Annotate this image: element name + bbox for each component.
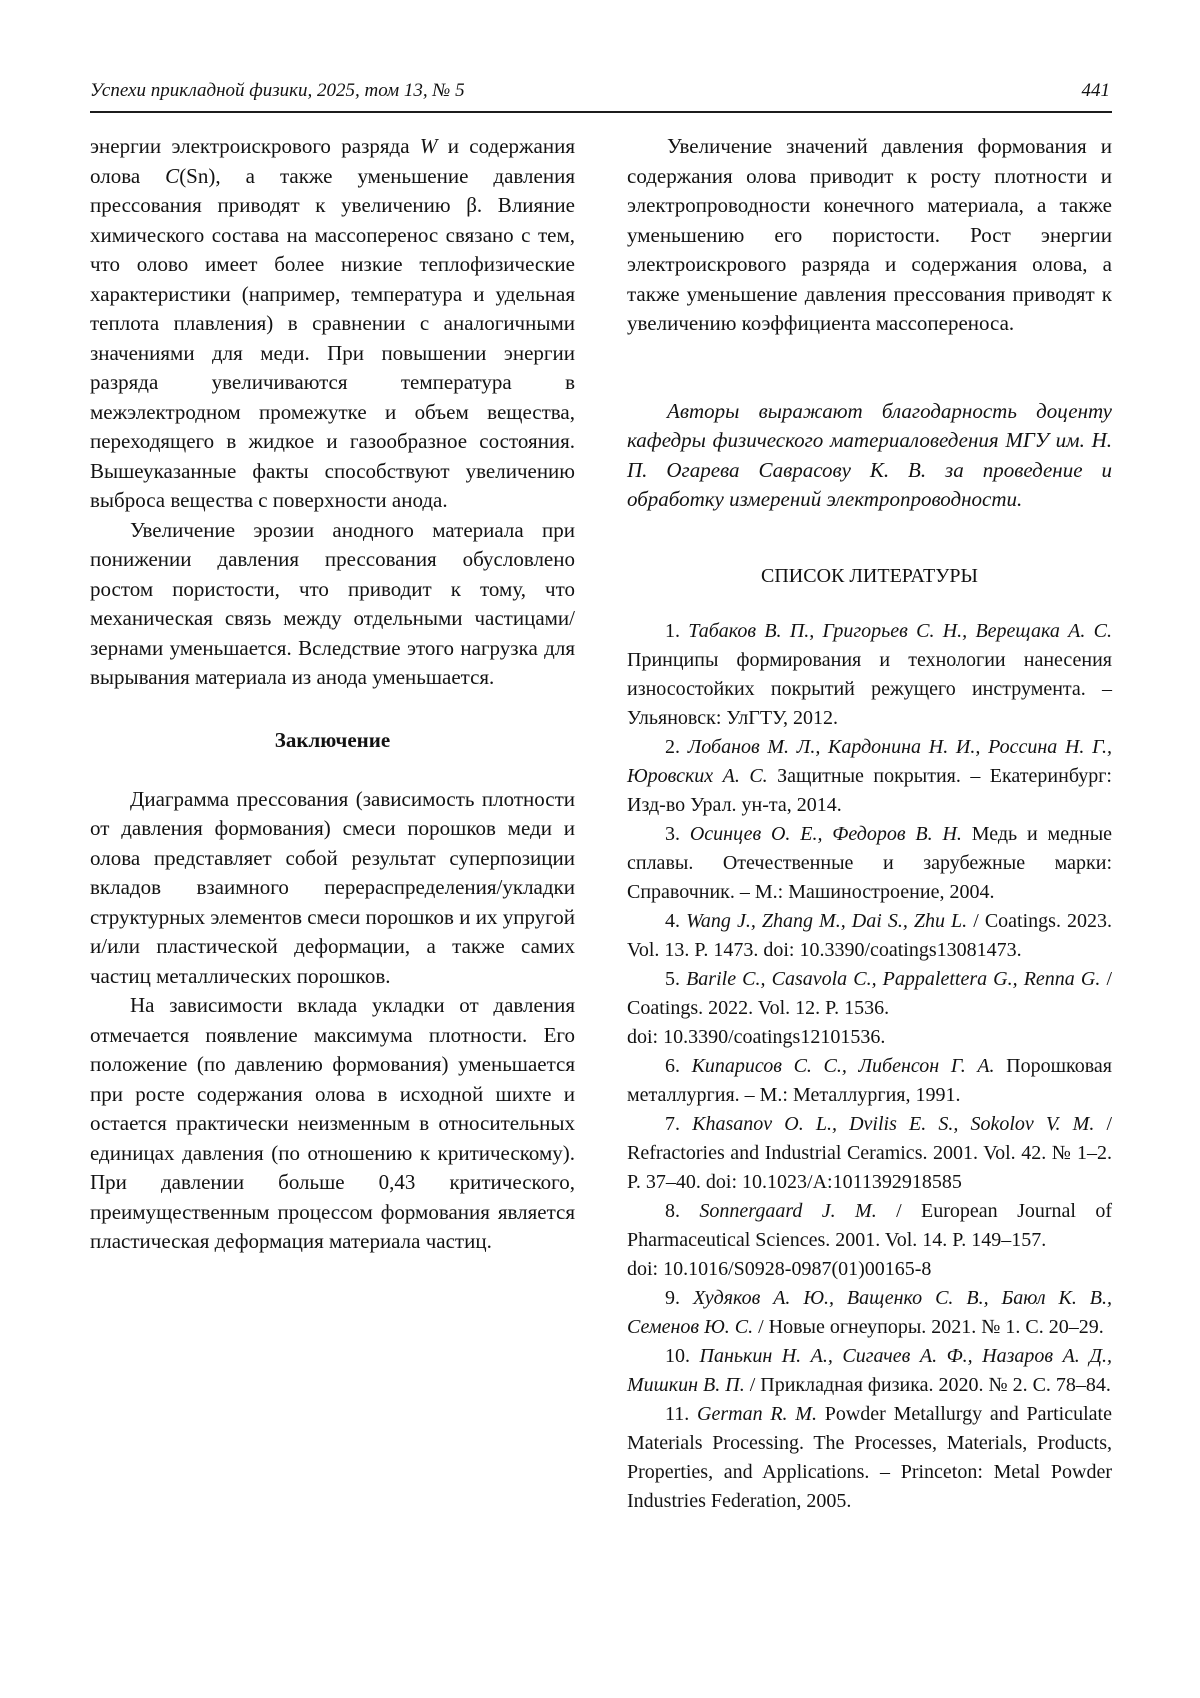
reference-item-11: 11. German R. M. Powder Metallurgy and Particulate Materials Processing. The Processes, Materials, Products, Properties, and Applications. – Princeton: Metal Powder Industries Federation, 2005. <box>627 1402 1112 1512</box>
reference-item-4: 4. Wang J., Zhang M., Dai S., Zhu L. / Coatings. 2023. Vol. 13. P. 1473. doi: 10.3390/coatings13081473. <box>627 909 1113 961</box>
header-rule <box>90 111 1112 113</box>
paragraph-maximum-density: На зависимости вклада укладки от давления отмечается появление максимума плотности. Его положение (по давлению формования) уменьшается при росте содержания олова в исходной шихте и остается практически неизменным в относительных единицах давления (по отношению к критическому). При давлении больше 0,43 критического, преимущественным процессом формования является пластическая деформация материала частиц. <box>90 993 575 1253</box>
right-column <box>627 132 1112 1516</box>
conclusion-heading: Заключение <box>274 727 391 752</box>
reference-item-1: 1. Табаков В. П., Григорьев С. Н., Верещака А. С. Принципы формирования и технологии нанесения износостойких покрытий режущего инструмента. – Ульяновск: УлГТУ, 2012. <box>627 619 1113 729</box>
reference-item-8: 8. Sonnergaard J. M. / European Journal of Pharmaceutical Sciences. 2001. Vol. 14. P. 149–157. doi: 10.1016/S0928-0987(01)00165-8 <box>627 1199 1113 1280</box>
acknowledgment: Авторы выражают благодарность доценту кафедры физического материаловедения МГУ им. Н. П. Огарева Саврасову К. В. за проведение и обработку измерений электропроводности. <box>627 398 1112 511</box>
two-column-layout <box>90 132 1112 1516</box>
paragraph-pressure-increase: Увеличение значений давления формования и содержания олова приводит к росту плотности и электропроводности конечного материала, а также уменьшению его пористости. Рост энергии электроискрового разряда и содержания олова, а также уменьшение давления прессования приводят к увеличению коэффициента массопереноса. <box>627 134 1112 335</box>
reference-item-7: 7. Khasanov O. L., Dvilis E. S., Sokolov V. M. / Refractories and Industrial Ceramics. 2001. Vol. 42. № 1–2. P. 37–40. doi: 10.1023/A:1011392918585 <box>627 1112 1113 1193</box>
references-heading: СПИСОК ЛИТЕРАТУРЫ <box>761 564 978 587</box>
reference-item-10: 10. Панькин Н. А., Сигачев А. Ф., Назаров А. Д., Мишкин В. П. / Прикладная физика. 2020. № 2. С. 78–84. <box>627 1344 1112 1396</box>
page-number: 441 <box>1081 80 1110 101</box>
reference-item-2: 2. Лобанов М. Л., Кардонина Н. И., Россина Н. Г., Юровских А. С. Защитные покрытия. – Екатеринбург: Изд-во Урал. ун-та, 2014. <box>627 735 1113 816</box>
reference-item-3: 3. Осинцев О. Е., Федоров В. Н. Медь и медные сплавы. Отечественные и зарубежные марки: Справочник. – М.: Машиностроение, 2004. <box>627 822 1113 903</box>
reference-item-6: 6. Кипарисов С. С., Либенсон Г. А. Порошковая металлургия. – М.: Металлургия, 1991. <box>627 1054 1112 1106</box>
journal-title: Успехи прикладной физики, 2025, том 13, № 5 <box>90 80 465 101</box>
reference-item-9: 9. Худяков А. Ю., Ващенко С. В., Баюл К. В., Семенов Ю. С. / Новые огнеупоры. 2021. № 1. С. 20–29. <box>627 1286 1112 1338</box>
paragraph-diagram: Диаграмма прессования (зависимость плотности от давления формования) смеси порошков меди и олова представляет собой результат суперпозиции вкладов взаимного перераспределения/укладки структурных элементов смеси порошков и их упругой и/или пластической деформации, а также самих частиц металлических порошков. <box>90 786 575 988</box>
paragraph-erosion: Увеличение эрозии анодного материала при понижении давления прессования обусловлено ростом пористости, что приводит к тому, что механическая связь между отдельными частицами/зернами уменьшается. Вследствие этого нагрузка для вырывания материала из анода уменьшается. <box>90 517 575 689</box>
paragraph-mass-transfer: энергии электроискрового разряда W и содержания олова C(Sn), а также уменьшение давления прессования приводят к увеличению β. Влияние химического состава на массоперенос связано с тем, что олово имеет более низкие теплофизические характеристики (например, температура и удельная теплота плавления) в сравнении с аналогичными значениями для меди. При повышении энергии разряда увеличиваются температура в межэлектродном промежутке и объем вещества, переходящего в жидкое и газообразное состояния. Вышеуказанные факты способствуют увеличению выброса вещества с поверхности анода. <box>90 134 575 512</box>
reference-item-5: 5. Barile C., Casavola C., Pappalettera G., Renna G. / Coatings. 2022. Vol. 12. P. 1536. doi: 10.3390/coatings12101536. <box>627 967 1113 1048</box>
page-header <box>90 80 1112 102</box>
left-column <box>90 132 575 1516</box>
